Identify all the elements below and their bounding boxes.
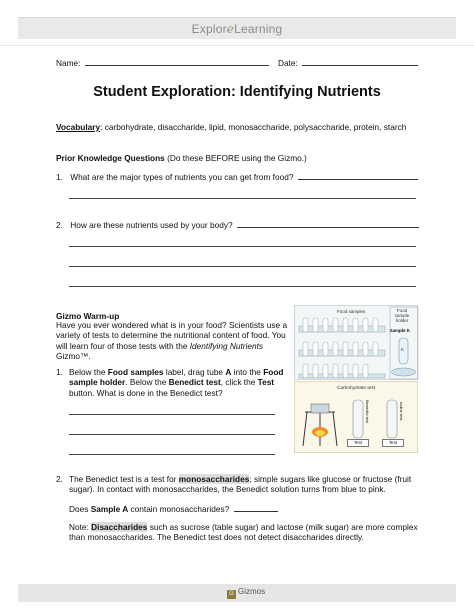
question-number: 1.	[56, 172, 63, 182]
brand-bar	[18, 17, 456, 39]
benedict-test-button[interactable]: Test	[347, 439, 369, 447]
step-1-text	[69, 367, 293, 398]
brand-suffix: Learning	[234, 22, 283, 36]
vocabulary-terms: : carbohydrate, disaccharide, lipid, monosaccharide, polysaccharide, protein, starch	[100, 122, 407, 132]
sample-a-question	[69, 504, 278, 514]
page-footer	[0, 584, 474, 613]
text: Below the	[69, 367, 108, 377]
question-text: What are the major types of nutrients you can get from food?	[70, 172, 294, 182]
question-number: 2.	[56, 220, 63, 230]
gizmos-logo	[227, 587, 265, 599]
answer-line[interactable]	[69, 286, 416, 287]
question-text: How are these nutrients used by your body?	[70, 220, 233, 230]
date-field	[278, 58, 418, 68]
answer-line[interactable]	[237, 220, 419, 228]
food-samples-label: Food samples	[337, 309, 366, 314]
answer-line[interactable]	[69, 266, 416, 267]
prior-knowledge-label: Prior Knowledge Questions	[56, 153, 165, 163]
answer-line[interactable]	[69, 246, 416, 247]
vocabulary-label: Vocabulary	[56, 122, 101, 132]
gizmo-carbohydrate-test-image	[294, 381, 418, 453]
page-header	[0, 0, 474, 46]
answer-line[interactable]	[69, 414, 275, 415]
bold-term: Food samples	[107, 367, 164, 377]
text: such as sucrose (table sugar) and lactose (milk sugar) are more complex than monosaccharides. The Benedict test does not detect disaccharides directly.	[69, 522, 418, 543]
bold-term: A	[225, 367, 232, 377]
question-2	[56, 220, 419, 230]
gizmo-food-samples-image	[294, 305, 418, 380]
answer-line[interactable]	[298, 172, 418, 180]
name-input-line[interactable]	[85, 58, 269, 66]
name-label: Name:	[56, 58, 81, 68]
text: , click the	[220, 377, 258, 388]
text: ; simple sugars like glucose or fructose (fruit sugar). In contact with monosaccharides, the Benedict solution turns from blue to pink.	[69, 474, 412, 495]
intro-text-end: Gizmo™.	[56, 350, 91, 361]
step-2-number: 2.	[56, 474, 63, 484]
text: . Below the	[125, 377, 169, 388]
sample-label: Sample K	[389, 328, 410, 333]
date-label: Date:	[278, 58, 298, 68]
text: into the	[231, 367, 264, 377]
bold-term: Food sample holder	[69, 367, 284, 388]
prior-knowledge-heading	[56, 153, 307, 163]
explorelearning-logo	[18, 22, 456, 36]
vocabulary-line	[56, 122, 426, 132]
highlighted-term: Disaccharides	[91, 522, 148, 532]
bold-term: Sample A	[90, 504, 129, 514]
intro-italic: Identifying Nutrients	[189, 340, 264, 351]
step-2-text	[69, 474, 419, 495]
answer-line[interactable]	[69, 454, 275, 455]
answer-line[interactable]	[69, 434, 275, 435]
answer-line[interactable]	[69, 198, 416, 199]
warmup-intro	[56, 320, 290, 361]
page-title: Student Exploration: Identifying Nutrients	[93, 84, 381, 100]
footer-bar	[18, 584, 456, 602]
brand-script: e	[226, 22, 235, 36]
prior-knowledge-instruction: (Do these BEFORE using the Gizmo.)	[164, 153, 307, 163]
gizmos-mark-icon: G	[227, 590, 236, 599]
disaccharide-note	[69, 522, 419, 543]
test-tube-rack-icon	[295, 306, 419, 381]
bold-term: Test	[257, 377, 275, 388]
iodine-tube-label: Iodine test	[399, 402, 404, 421]
text: contain monosaccharides?	[128, 504, 230, 514]
text: label, drag tube	[163, 367, 226, 377]
brand-prefix: Explor	[191, 22, 227, 36]
text: Note:	[69, 522, 92, 532]
warmup-title: Gizmo Warm-up	[56, 311, 120, 321]
bold-term: Benedict test	[168, 377, 221, 388]
name-field	[56, 58, 269, 68]
text: Does	[69, 504, 91, 514]
carbohydrate-test-title: Carbohydrate test	[336, 386, 376, 391]
gizmos-brand: Gizmos	[238, 587, 266, 596]
tube-letter: K	[401, 347, 405, 352]
date-input-line[interactable]	[302, 58, 418, 66]
step-1-number: 1.	[56, 367, 63, 377]
text: The Benedict test is a test for	[69, 474, 179, 484]
text: button. What is done in the Benedict test?	[69, 387, 223, 398]
question-1	[56, 172, 418, 182]
answer-line[interactable]	[234, 504, 278, 512]
intro-text: Have you ever wondered what is in your food? Scientists use a variety of tests to determine the nutritional content of food. You will learn four of those tests with the	[56, 320, 288, 351]
holder-label: Food sample holder	[394, 308, 410, 323]
iodine-test-button[interactable]: Test	[382, 439, 404, 447]
benedict-tube-label: Benedict test	[365, 400, 370, 424]
highlighted-term: monosaccharides	[178, 474, 250, 484]
